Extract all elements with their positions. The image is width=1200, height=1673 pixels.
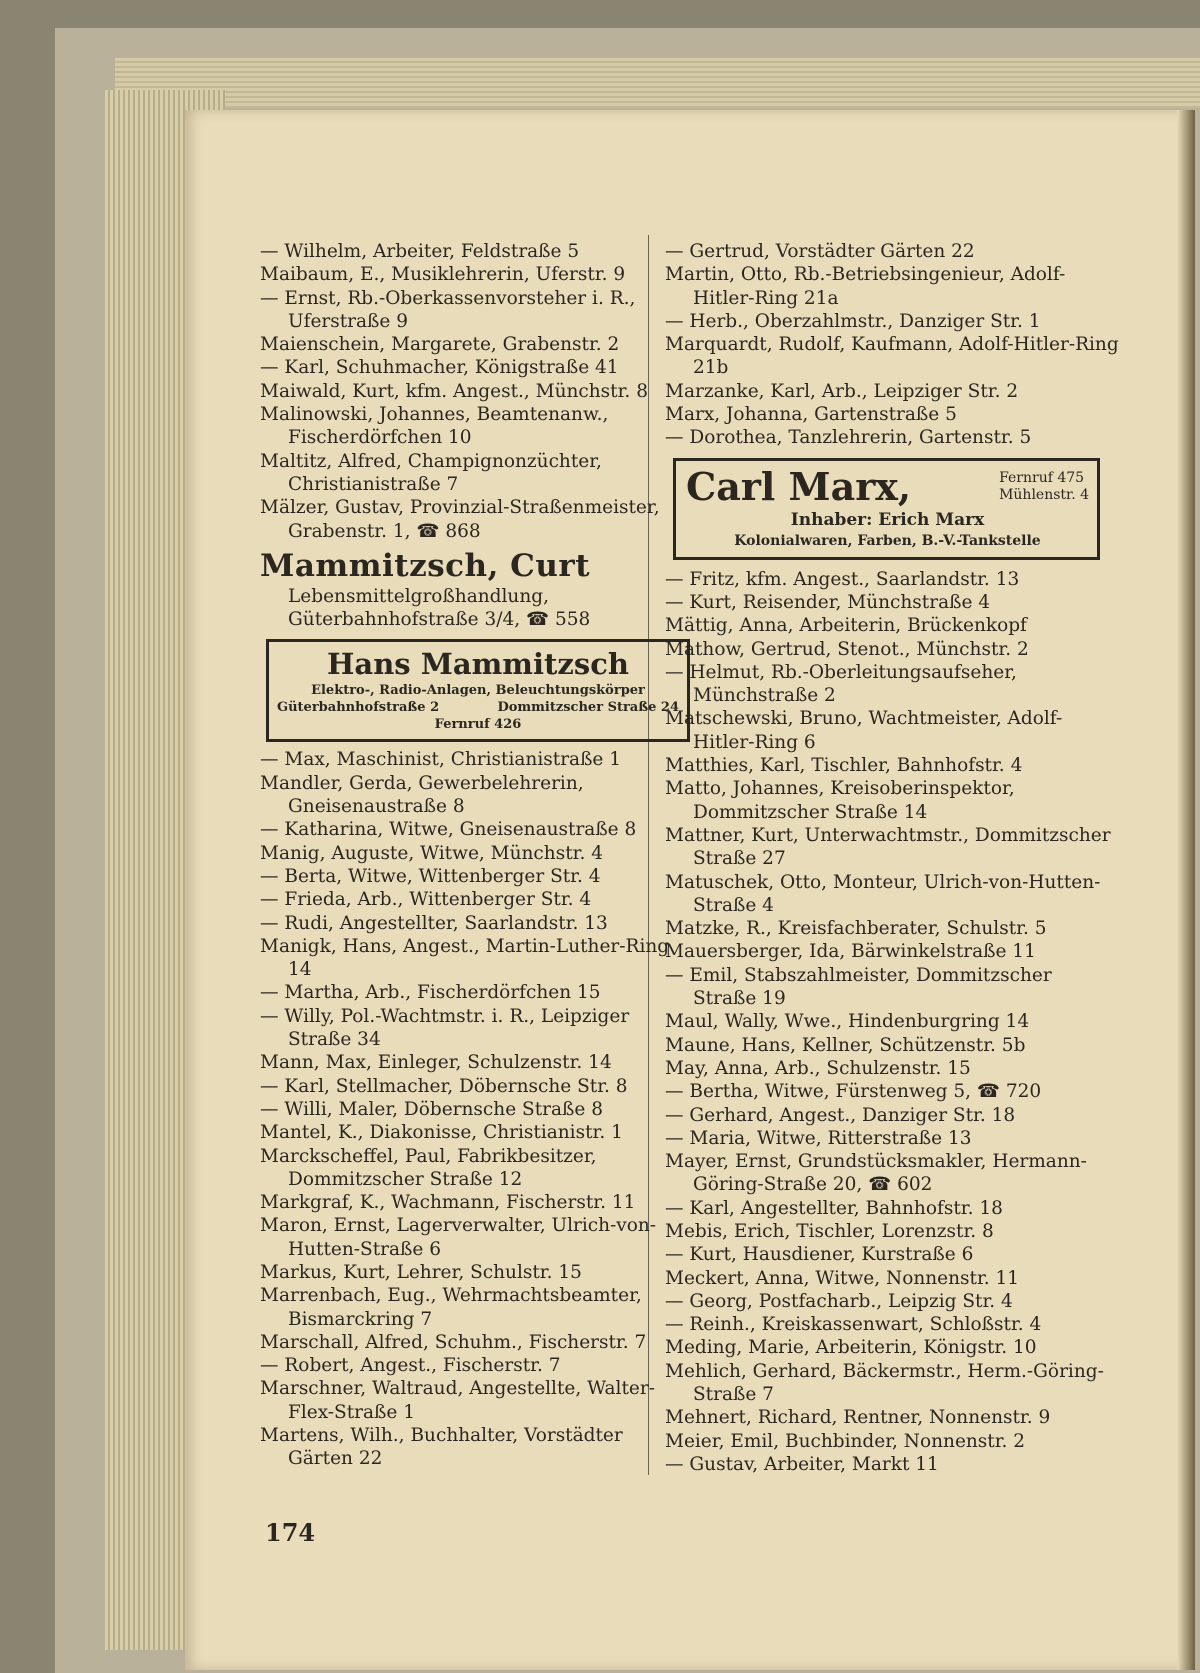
directory-entry: — Emil, Stabszahlmeister, Dommitzscher Straße 19 — [665, 964, 1052, 1010]
directory-entry: Maune, Hans, Kellner, Schützenstr. 5b — [665, 1034, 1026, 1056]
directory-entry: Matuschek, Otto, Monteur, Ulrich-von-Hutten-Straße 4 — [665, 871, 1101, 916]
directory-entry: — Katharina, Witwe, Gneisenaustraße 8 — [260, 819, 637, 841]
directory-entry: — Berta, Witwe, Wittenberger Str. 4 — [260, 865, 601, 887]
directory-entry: — Fritz, kfm. Angest., Saarlandstr. 13 — [665, 568, 1020, 590]
directory-entry: May, Anna, Arb., Schulzenstr. 15 — [665, 1057, 971, 1079]
ad-box-address-left: Güterbahnhofstraße 2 — [277, 700, 440, 716]
directory-entry: — Robert, Angest., Fischerstr. 7 — [260, 1355, 561, 1377]
directory-entry: Maiwald, Kurt, kfm. Angest., Münchstr. 8 — [260, 380, 648, 402]
directory-entry: Mann, Max, Einleger, Schulzenstr. 14 — [260, 1052, 612, 1074]
directory-entry: Martin, Otto, Rb.-Betriebsingenieur, Adolf-Hitler-Ring 21a — [665, 264, 1066, 309]
directory-entry: — Karl, Schuhmacher, Königstraße 41 — [260, 357, 619, 379]
directory-entry: Mattner, Kurt, Unterwachtmstr., Dommitzscher Straße 27 — [665, 824, 1111, 870]
page-edges-top — [115, 58, 1200, 108]
ad-box-title: Hans Mammitzsch — [327, 647, 629, 682]
directory-entry: Maienschein, Margarete, Grabenstr. 2 — [260, 334, 620, 356]
directory-entry: Manig, Auguste, Witwe, Münchstr. 4 — [260, 842, 603, 864]
ad-box2-top — [686, 465, 1089, 509]
directory-entry: — Karl, Angestellter, Bahnhofstr. 18 — [665, 1197, 1003, 1219]
directory-entry: Mehlich, Gerhard, Bäckermstr., Herm.-Göring-Straße 7 — [665, 1360, 1104, 1406]
directory-entry: — Bertha, Witwe, Fürstenweg 5, ☎ 720 — [665, 1081, 1042, 1103]
directory-entry: Marzanke, Karl, Arb., Leipziger Str. 2 — [665, 380, 1019, 402]
directory-entry: — Ernst, Rb.-Oberkassenvorsteher i. R., Uferstraße 9 — [260, 287, 636, 332]
directory-entry: Mayer, Ernst, Grundstücksmakler, Hermann-Göring-Straße 20, ☎ 602 — [665, 1151, 1087, 1196]
ad-box2-owner: Inhaber: Erich Marx — [790, 509, 985, 530]
directory-entry: Mebis, Erich, Tischler, Lorenzstr. 8 — [665, 1220, 994, 1242]
directory-entry: — Herb., Oberzahlmstr., Danziger Str. 1 — [665, 310, 1041, 332]
directory-entry: — Wilhelm, Arbeiter, Feldstraße 5 — [260, 241, 580, 262]
directory-entry: Marschner, Waltraud, Angestellte, Walter-Flex-Straße 1 — [260, 1378, 655, 1423]
left-column — [260, 240, 690, 1471]
directory-entry: Maron, Ernst, Lagerverwalter, Ulrich-von-Hutten-Straße 6 — [260, 1215, 657, 1260]
directory-entry: Marckscheffel, Paul, Fabrikbesitzer, Dommitzscher Straße 12 — [260, 1145, 597, 1190]
directory-entry: Matzke, R., Kreisfachberater, Schulstr. 5 — [665, 918, 1047, 940]
directory-entry: Meding, Marie, Arbeiterin, Königstr. 10 — [665, 1337, 1037, 1359]
directory-entry: Matto, Johannes, Kreisoberinspektor, Dommitzscher Straße 14 — [665, 778, 1015, 823]
directory-entry: — Georg, Postfacharb., Leipzig Str. 4 — [665, 1290, 1013, 1312]
directory-entry: Meckert, Anna, Witwe, Nonnenstr. 11 — [665, 1267, 1020, 1289]
directory-entry: — Willy, Pol.-Wachtmstr. i. R., Leipziger Straße 34 — [260, 1005, 630, 1051]
directory-entry: — Maria, Witwe, Ritterstraße 13 — [665, 1127, 972, 1149]
directory-entry: Mantel, K., Diakonisse, Christianistr. 1 — [260, 1122, 623, 1144]
directory-entry: — Frieda, Arb., Wittenberger Str. 4 — [260, 889, 592, 911]
book-spine — [1177, 110, 1195, 1670]
directory-entry: Markgraf, K., Wachmann, Fischerstr. 11 — [260, 1192, 636, 1214]
directory-entry: Marx, Johanna, Gartenstraße 5 — [665, 404, 957, 426]
ad-box-address-right: Dommitzscher Straße 24 — [497, 700, 679, 716]
ad-box2-address: Mühlenstr. 4 — [999, 486, 1089, 503]
right-entries-bottom — [665, 568, 1120, 1477]
directory-entry: Mandler, Gerda, Gewerbelehrerin, Gneisenaustraße 8 — [260, 772, 584, 818]
directory-entry: Markus, Kurt, Lehrer, Schulstr. 15 — [260, 1261, 582, 1283]
directory-entry: Marquardt, Rudolf, Kaufmann, Adolf-Hitler-Ring 21b — [665, 334, 1119, 379]
ad-heading-body: Lebensmittelgroßhandlung, Güterbahnhofstraße 3/4, ☎ 558 — [288, 585, 591, 631]
directory-entry: — Max, Maschinist, Christianistraße 1 — [260, 749, 622, 771]
ad-box-phone: Fernruf 426 — [434, 717, 522, 733]
directory-entry: Malinowski, Johannes, Beamtenanw., Fischerdörfchen 10 — [260, 404, 609, 449]
directory-entry: — Helmut, Rb.-Oberleitungsaufseher, Münchstraße 2 — [665, 661, 1017, 707]
directory-entry: — Karl, Stellmacher, Döbernsche Str. 8 — [260, 1075, 628, 1097]
directory-entry: — Gertrud, Vorstädter Gärten 22 — [665, 241, 975, 262]
ad-box2-phone: Fernruf 475 — [999, 469, 1085, 486]
directory-entry: — Martha, Arb., Fischerdörfchen 15 — [260, 982, 601, 1004]
directory-entry: Mehnert, Richard, Rentner, Nonnenstr. 9 — [665, 1407, 1051, 1429]
ad-box2-goods: Kolonialwaren, Farben, B.-V.-Tankstelle — [734, 532, 1041, 549]
directory-entry: — Kurt, Reisender, Münchstraße 4 — [665, 591, 991, 613]
left-entries-bottom — [260, 748, 690, 1470]
directory-entry: Manigk, Hans, Angest., Martin-Luther-Ring 14 — [260, 935, 670, 981]
ad-box2-title: Carl Marx, — [686, 463, 912, 509]
directory-entry: Mauersberger, Ida, Bärwinkelstraße 11 — [665, 941, 1036, 963]
ad-box-services: Elektro-, Radio-Anlagen, Beleuchtungskörper — [311, 683, 645, 699]
ad-box-addresses — [277, 699, 679, 716]
directory-entry: Matthies, Karl, Tischler, Bahnhofstr. 4 — [665, 755, 1023, 777]
directory-entry: — Rudi, Angestellter, Saarlandstr. 13 — [260, 912, 608, 934]
directory-entry: Mättig, Anna, Arbeiterin, Brückenkopf — [665, 615, 1027, 637]
page-number: 174 — [265, 1518, 316, 1547]
right-column — [665, 240, 1120, 1476]
left-entries-top — [260, 240, 690, 543]
ad-heading-mammitzsch-curt: Mammitzsch, Curt — [260, 547, 591, 584]
directory-entry: — Gerhard, Angest., Danziger Str. 18 — [665, 1104, 1016, 1126]
directory-entry: Mathow, Gertrud, Stenot., Münchstr. 2 — [665, 638, 1029, 660]
directory-entry: Matschewski, Bruno, Wachtmeister, Adolf-Hitler-Ring 6 — [665, 708, 1063, 753]
directory-entry: Maltitz, Alfred, Champignonzüchter, Christianistraße 7 — [260, 450, 602, 495]
ad-box-hans-mammitzsch — [266, 639, 690, 742]
directory-entry: Maul, Wally, Wwe., Hindenburgring 14 — [665, 1011, 1030, 1033]
ad-box-carl-marx — [673, 458, 1100, 560]
directory-entry: Marrenbach, Eug., Wehrmachtsbeamter, Bismarckring 7 — [260, 1285, 642, 1330]
directory-entry: Meier, Emil, Buchbinder, Nonnenstr. 2 — [665, 1430, 1026, 1452]
directory-entry: Marschall, Alfred, Schuhm., Fischerstr. 7 — [260, 1331, 647, 1353]
directory-page — [185, 110, 1195, 1670]
ad-box2-contact — [999, 470, 1089, 504]
directory-entry: Martens, Wilh., Buchhalter, Vorstädter Gärten 22 — [260, 1425, 623, 1470]
directory-entry: — Reinh., Kreiskassenwart, Schloßstr. 4 — [665, 1314, 1042, 1336]
directory-entry: — Dorothea, Tanzlehrerin, Gartenstr. 5 — [665, 427, 1032, 449]
directory-entry: Mälzer, Gustav, Provinzial-Straßenmeister, Grabenstr. 1, ☎ 868 — [260, 497, 660, 542]
directory-entry: — Kurt, Hausdiener, Kurstraße 6 — [665, 1244, 974, 1266]
directory-entry: Maibaum, E., Musiklehrerin, Uferstr. 9 — [260, 264, 626, 286]
directory-entry: — Gustav, Arbeiter, Markt 11 — [665, 1453, 939, 1475]
right-entries-top — [665, 240, 1120, 450]
directory-entry: — Willi, Maler, Döbernsche Straße 8 — [260, 1098, 603, 1120]
